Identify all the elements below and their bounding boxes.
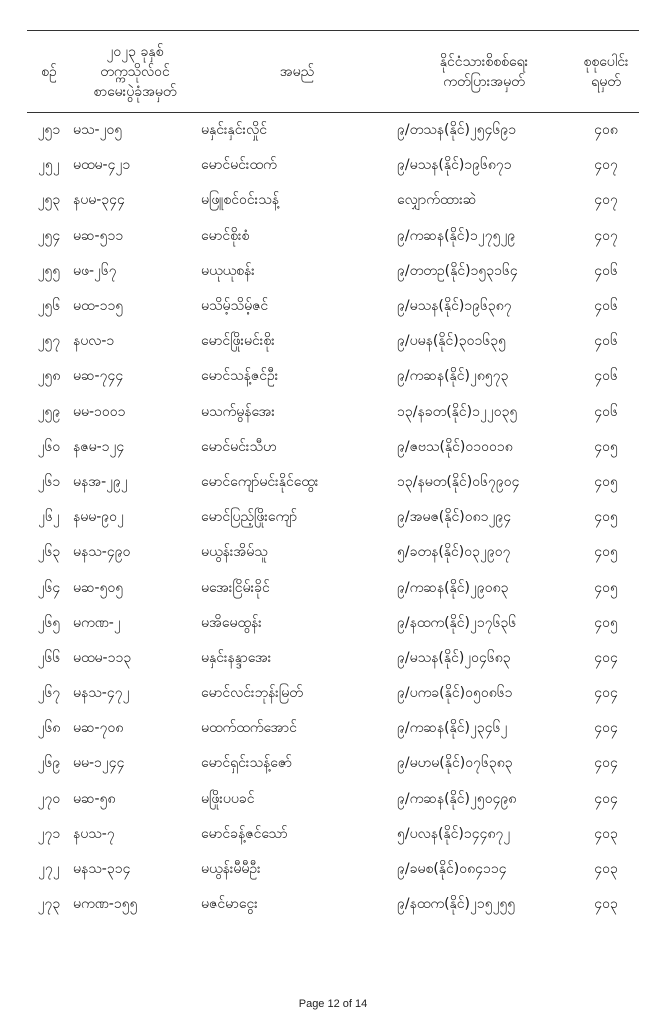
nrc-number-cell: ၉/ကဆန(နိုင်)၂၅၀၄၉၈ <box>397 790 517 807</box>
serial-number-cell: ၂၇၂ <box>38 861 60 878</box>
serial-number-cell: ၂၇၁ <box>37 825 61 842</box>
student-name-cell: မောင်သန့်ဇင်ဦး <box>201 368 279 385</box>
total-score-cell: ၄၀၅ <box>594 579 618 596</box>
header-name: အမည် <box>199 31 395 113</box>
nrc-number-cell: ၉/ပကခ(နိုင်)၀၅၀၈၆၁ <box>397 685 513 702</box>
nrc-number-cell: ၁၃/နခတ(နိုင်)၁၂၂၀၃၅ <box>397 403 518 420</box>
total-score-cell: ၄၀၆ <box>594 403 618 420</box>
total-score-cell: ၄၀၅ <box>594 509 618 526</box>
table-row <box>27 816 639 851</box>
total-score-cell: ၄၀၆ <box>594 262 618 279</box>
student-name-cell: မောင်ကျော်မင်းနိုင်ထွေး <box>201 473 319 490</box>
roll-number-cell: မနအ-၂၉၂ <box>73 473 128 490</box>
header-score-line: ရမှတ် <box>591 73 621 90</box>
serial-number-cell: ၂၅၃ <box>37 192 61 209</box>
serial-number-cell: ၂၆၈ <box>37 720 61 737</box>
nrc-number-cell: ၅/ခတန(နိုင်)၀၃၂၉၀၇ <box>397 544 511 561</box>
nrc-number-cell: ၉/ခမစ(နိုင်)၀၈၄၁၁၄ <box>397 861 507 878</box>
student-name-cell: မနှင်းနှင်းလှိုင် <box>201 122 267 139</box>
student-name-cell: မောင်စိုးစံ <box>201 227 250 244</box>
roll-number-cell: နပမ-၃၄၄ <box>73 192 125 209</box>
results-table <box>27 30 639 922</box>
serial-number-cell: ၂၇၃ <box>37 896 61 913</box>
header-nrc-line: ကတ်ပြားအမှတ် <box>443 73 525 90</box>
student-name-cell: မထက်ထက်အောင် <box>201 720 297 737</box>
nrc-number-cell: ၉/မသန(နိုင်)၁၉၆၃၈၇ <box>397 298 512 315</box>
student-name-cell: မနှင်းနန္ဒာအေး <box>201 649 272 666</box>
serial-number-cell: ၂၇၀ <box>37 790 61 807</box>
roll-number-cell: မဆ-၅၁၁ <box>73 227 124 244</box>
student-name-cell: မဖြူစင်ဝင်းသန့် <box>201 192 279 209</box>
serial-number-cell: ၂၆၄ <box>37 579 61 596</box>
student-name-cell: မသက်မွန်အေး <box>201 403 275 420</box>
nrc-number-cell: ၉/နထက(နိုင်)၂၁၇၆၃၆ <box>397 614 517 631</box>
total-score-cell: ၄၀၆ <box>594 368 618 385</box>
roll-number-cell: မမ-၁၂၄၄ <box>73 755 125 772</box>
table-row <box>27 253 639 288</box>
table-row <box>27 359 639 394</box>
total-score-cell: ၄၀၇ <box>594 227 618 244</box>
serial-number-cell: ၂၅၅ <box>37 262 61 279</box>
student-name-cell: မောင်မင်းသီဟ <box>201 438 277 455</box>
total-score-cell: ၄၀၄ <box>594 790 618 807</box>
roll-number-cell: မကဏ-၁၅၅ <box>73 896 138 913</box>
student-name-cell: မသိမ့်သိမ့်ဇင် <box>201 298 269 315</box>
page-number-footer: Page 12 of 14 <box>298 998 368 1010</box>
serial-number-cell: ၂၅၈ <box>37 368 61 385</box>
header-nrc-line: နိုင်ငံသားစိစစ်ရေး <box>439 53 529 70</box>
roll-number-cell: မဆ-၅၀၅ <box>73 579 124 596</box>
table-row <box>27 851 639 886</box>
nrc-number-cell: ၉/အမဇ(နိုင်)၀၈၁၂၉၄ <box>397 509 512 526</box>
roll-number-cell: မမ-၁၀၀၁ <box>73 403 126 420</box>
header-roll-number <box>71 31 199 113</box>
serial-number-cell: ၂၅၂ <box>38 157 60 174</box>
nrc-number-cell: ၅/ပလန(နိုင်)၁၄၄၈၇၂ <box>397 825 511 842</box>
total-score-cell: ၄၀၃ <box>594 896 618 913</box>
roll-number-cell: နဇမ-၁၂၄ <box>73 438 125 455</box>
table-row <box>27 676 639 711</box>
serial-number-cell: ၂၆၅ <box>37 614 61 631</box>
serial-number-cell: ၂၆၁ <box>37 473 61 490</box>
serial-number-cell: ၂၅၆ <box>37 298 61 315</box>
roll-number-cell: မထမ-၄၂၁ <box>73 157 131 174</box>
total-score-cell: ၄၀၅ <box>594 438 618 455</box>
total-score-cell: ၄၀၆ <box>594 298 618 315</box>
roll-number-cell: မဆ-၅၈ <box>73 790 116 807</box>
serial-number-cell: ၂၆၂ <box>38 509 60 526</box>
roll-number-cell: မထ-၁၁၅ <box>73 298 124 315</box>
table-row <box>27 746 639 781</box>
student-name-cell: မအေးငြိမ်းခိုင် <box>201 579 270 596</box>
nrc-number-cell: ၉/ဇဗသ(နိုင်)၀၁၀၀၁၈ <box>397 438 513 455</box>
total-score-cell: ၄၀၃ <box>594 825 618 842</box>
total-score-cell: ၄၀၅ <box>594 544 618 561</box>
table-row <box>27 183 639 218</box>
student-name-cell: မယုယုစန်း <box>201 262 255 279</box>
total-score-cell: ၄၀၅ <box>594 614 618 631</box>
student-name-cell: မအိမေထွန်း <box>201 614 262 631</box>
roll-number-cell: မဖ-၂၆၇ <box>73 262 117 279</box>
table-row <box>27 429 639 464</box>
nrc-number-cell: ၉/တသန(နိုင်)၂၅၄၆၉၁ <box>397 122 517 139</box>
table-row <box>27 113 639 148</box>
table-row <box>27 464 639 499</box>
student-name-cell: မဇင်မာငွေး <box>201 896 258 913</box>
total-score-cell: ၄၀၆ <box>594 333 618 350</box>
nrc-number-cell: ၉/ပမန(နိုင်)၃၀၁၆၃၅ <box>397 333 506 350</box>
total-score-cell: ၄၀၃ <box>594 861 618 878</box>
total-score-cell: ၄၀၄ <box>594 649 618 666</box>
serial-number-cell: ၂၅၁ <box>37 122 61 139</box>
table-row <box>27 605 639 640</box>
student-name-cell: မောင်မင်းထက် <box>201 157 277 174</box>
serial-number-cell: ၂၅၉ <box>37 403 61 420</box>
roll-number-cell: နမမ-၉၀၂ <box>73 509 124 526</box>
total-score-cell: ၄၀၄ <box>594 720 618 737</box>
table-row <box>27 570 639 605</box>
nrc-number-cell: ၉/မဟမ(နိုင်)၀၇၆၃၈၃ <box>397 755 513 772</box>
student-name-cell: မောင်ခန့်ဇင်သော် <box>201 825 288 842</box>
total-score-cell: ၄၀၅ <box>594 473 618 490</box>
table-row <box>27 500 639 535</box>
nrc-number-cell: ၉/မသန(နိုင်)၂၀၄၆၈၃ <box>397 649 511 666</box>
serial-number-cell: ၂၆၀ <box>37 438 61 455</box>
student-name-cell: မယွန်းမီမီဦး <box>201 861 261 878</box>
table-row <box>27 781 639 816</box>
header-total-score <box>573 31 639 113</box>
nrc-number-cell: ၉/ကဆန(နိုင်)၁၂၇၅၂၉ <box>397 227 516 244</box>
nrc-number-cell: ၉/ကဆန(နိုင်)၂၉၀၈၃ <box>397 579 509 596</box>
roll-number-cell: မကဏ-၂ <box>73 614 121 631</box>
roll-number-cell: မဆ-၇၀၈ <box>73 720 124 737</box>
roll-number-cell: မနသ-၄၇၂ <box>73 685 130 702</box>
student-name-cell: မောင်ရှင်းသန့်ဇော် <box>201 755 292 772</box>
table-row <box>27 711 639 746</box>
serial-number-cell: ၂၅၄ <box>37 227 61 244</box>
nrc-number-cell: ၁၃/နမတ(နိုင်)၀၆၇၉၀၄ <box>397 473 520 490</box>
table-row <box>27 887 639 922</box>
serial-number-cell: ၂၆၃ <box>37 544 61 561</box>
student-name-cell: မောင်ဖြိုးမင်းစိုး <box>201 333 275 350</box>
serial-number-cell: ၂၆၇ <box>37 685 61 702</box>
header-serial-number: စဉ် <box>27 31 71 113</box>
serial-number-cell: ၂၆၆ <box>37 649 61 666</box>
header-roll-line: ၂၀၂၃ ခုနှစ် <box>106 43 164 60</box>
header-roll-line: တက္ကသိုလ်ဝင် <box>100 63 170 80</box>
table-row <box>27 288 639 323</box>
total-score-cell: ၄၀၇ <box>594 192 618 209</box>
roll-number-cell: မသ-၂၀၅ <box>73 122 123 139</box>
student-name-cell: မယွန်းအိမ်သူ <box>201 544 268 561</box>
header-row <box>27 31 639 113</box>
table-row <box>27 324 639 359</box>
serial-number-cell: ၂၆၉ <box>37 755 61 772</box>
table-row <box>27 535 639 570</box>
roll-number-cell: မနသ-၄၉၀ <box>73 544 131 561</box>
total-score-cell: ၄၀၄ <box>594 685 618 702</box>
roll-number-cell: မနသ-၃၁၄ <box>73 861 131 878</box>
total-score-cell: ၄၀၇ <box>594 157 618 174</box>
table-row <box>27 640 639 675</box>
header-score-line: စုစုပေါင်း <box>583 53 629 70</box>
nrc-number-cell: ၉/ကဆန(နိုင်)၂၈၅၇၃ <box>397 368 509 385</box>
table-body <box>27 113 639 922</box>
nrc-number-cell: ၉/မသန(နိုင်)၁၉၆၈၇၁ <box>397 157 512 174</box>
header-nrc <box>395 31 573 113</box>
total-score-cell: ၄၀၄ <box>594 755 618 772</box>
table-row <box>27 394 639 429</box>
roll-number-cell: မဆ-၇၄၄ <box>73 368 124 385</box>
nrc-number-cell: ၉/နထက(နိုင်)၂၁၅၂၅၅ <box>397 896 516 913</box>
header-roll-line: စာမေးပွဲခုံအမှတ် <box>93 83 177 100</box>
nrc-number-cell: ၉/တတဥ(နိုင်)၁၅၃၁၆၄ <box>397 262 518 279</box>
table-header <box>27 31 639 113</box>
roll-number-cell: မထမ-၁၁၃ <box>73 649 132 666</box>
roll-number-cell: နပလ-၁ <box>73 333 115 350</box>
student-name-cell: မဖြိုးပပခင် <box>201 790 255 807</box>
nrc-number-cell: ၉/ကဆန(နိုင်)၂၃၄၆၂ <box>397 720 508 737</box>
student-name-cell: မောင်လင်းဘုန်းမြတ် <box>201 685 303 702</box>
roll-number-cell: နပသ-၇ <box>73 825 115 842</box>
student-name-cell: မောင်ပြည့်ဖြိုးကျော် <box>201 509 298 526</box>
serial-number-cell: ၂၅၇ <box>37 333 61 350</box>
total-score-cell: ၄၀၈ <box>594 122 618 139</box>
table-row <box>27 148 639 183</box>
nrc-number-cell: လျှောက်ထားဆဲ <box>397 192 477 209</box>
table-row <box>27 218 639 253</box>
